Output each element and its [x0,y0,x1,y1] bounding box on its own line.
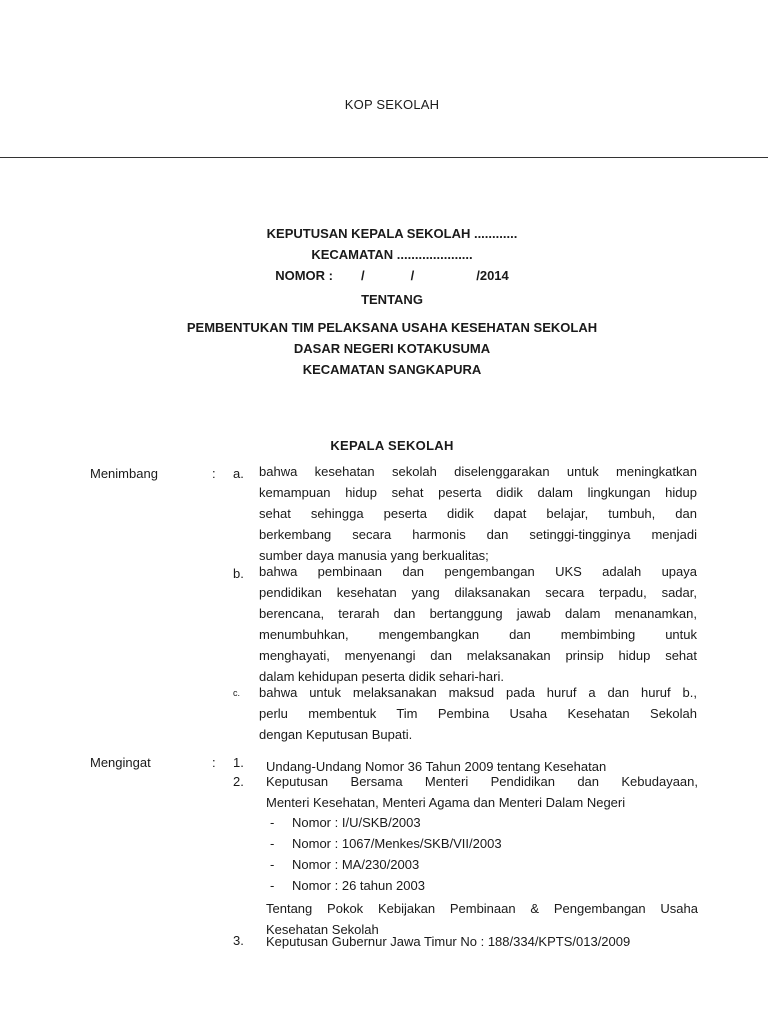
item-number: 1. [233,755,244,770]
text-line: Keputusan Bersama Menteri Pendidikan dan Kebudayaan, [266,774,698,789]
nomor-sub-item: Nomor : I/U/SKB/2003 [292,815,421,830]
text-line: sumber daya manusia yang berkualitas; [259,547,489,563]
nomor-separator: / [360,268,365,283]
menimbang-item-a [259,462,697,567]
text-line: pendidikan kesehatan yang dilaksanakan secara terpadu, sadar, [259,584,697,600]
kepala-sekolah-heading: KEPALA SEKOLAH [330,438,454,453]
tentang-heading: TENTANG [361,292,423,307]
text-line: Keputusan Gubernur Jawa Timur No : 188/334/KPTS/013/2009 [266,934,631,949]
decree-title: KEPUTUSAN KEPALA SEKOLAH ............ [266,226,518,241]
text-line: berencana, terarah dan bertanggung jawab dalam menanamkan, [259,605,697,621]
nomor-sub-item: Nomor : 1067/Menkes/SKB/VII/2003 [292,836,502,851]
text-line: Kesehatan Sekolah [266,922,379,937]
item-number: 3. [233,933,244,948]
text-line: Tentang Pokok Kebijakan Pembinaan & Pengembangan Usaha [266,901,698,916]
item-letter: b. [233,566,244,581]
item-letter: c. [233,688,241,698]
text-line: bahwa untuk melaksanakan maksud pada huruf a dan huruf b., [259,685,697,700]
text-line: bahwa pembinaan dan pengembangan UKS adalah upaya [259,564,697,579]
kop-sekolah: KOP SEKOLAH [344,97,440,112]
text-line: dalam kehidupan peserta didik sehari-hari. [259,668,504,684]
subject-line: KECAMATAN SANGKAPURA [302,362,482,377]
menimbang-colon: : [212,466,216,481]
nomor-line [0,268,768,283]
text-line: bahwa kesehatan sekolah diselenggarakan untuk meningkatkan [259,464,697,479]
menimbang-label: Menimbang [90,466,158,481]
list-dash: - [270,815,275,830]
mengingat-item-1: Undang-Undang Nomor 36 Tahun 2009 tentang Kesehatan [266,759,607,774]
menimbang-item-b [259,562,697,687]
text-line: kemampuan hidup sehat peserta didik dalam lingkungan hidup [259,484,697,500]
mengingat-colon: : [212,755,216,770]
text-line: berkembang secara harmonis dan setinggi-tingginya menjadi [259,526,697,542]
header-divider [0,157,768,158]
nomor-sub-item: Nomor : 26 tahun 2003 [292,878,425,893]
nomor-year: /2014 [476,268,509,283]
text-line: menghayati, menyenangi dan melaksanakan prinsip hidup sehat [259,647,697,663]
list-dash: - [270,878,275,893]
text-line: Menteri Kesehatan, Menteri Agama dan Menteri Dalam Negeri [266,795,626,810]
mengingat-item-3 [266,931,698,952]
mengingat-item-2 [266,771,698,813]
text-line: sehat sehingga peserta didik dapat belajar, tumbuh, dan [259,505,697,521]
subject-line: DASAR NEGERI KOTAKUSUMA [293,341,491,356]
item-letter: a. [233,466,244,481]
nomor-separator: / [410,268,415,283]
mengingat-label: Mengingat [90,755,151,770]
text-line: dengan Keputusan Bupati. [259,726,413,742]
text-line: menumbuhkan, mengembangkan dan membimbing untuk [259,626,697,642]
list-dash: - [270,836,275,851]
subject-line: PEMBENTUKAN TIM PELAKSANA USAHA KESEHATAN SEKOLAH [186,320,598,335]
menimbang-item-c [259,683,697,746]
text-line: perlu membentuk Tim Pembina Usaha Kesehatan Sekolah [259,705,697,721]
nomor-sub-item: Nomor : MA/230/2003 [292,857,420,872]
nomor-label: NOMOR : [275,268,333,283]
item-number: 2. [233,774,244,789]
kecamatan-line: KECAMATAN ..................... [311,247,473,262]
list-dash: - [270,857,275,872]
